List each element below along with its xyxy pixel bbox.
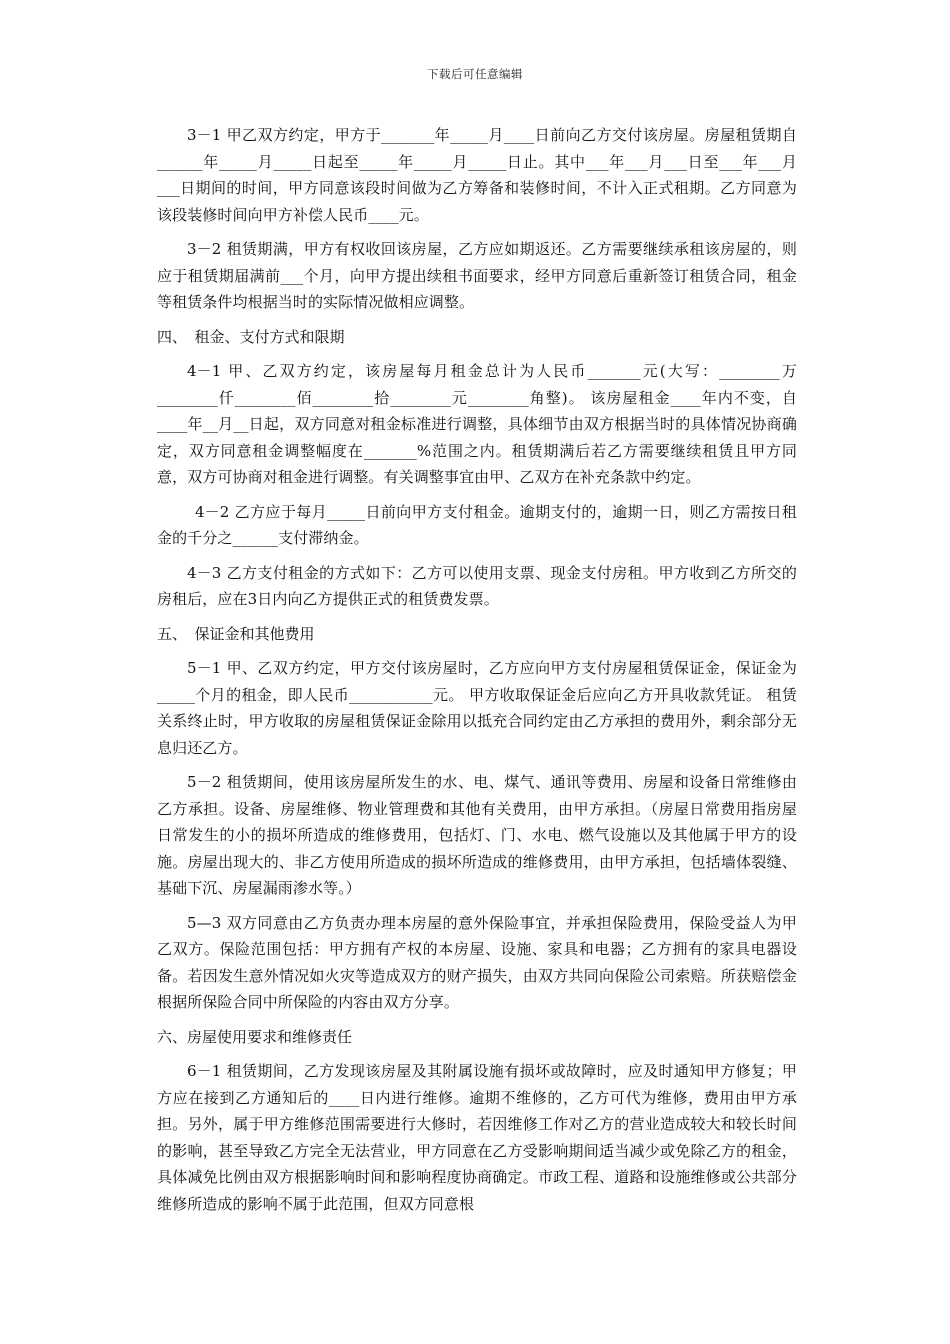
clause-3-2: 3－2 租赁期满，甲方有权收回该房屋，乙方应如期返还。乙方需要继续承租该房屋的，则应于租赁期届满前___个月，向甲方提出续租书面要求，经甲方同意后重新签订租赁合同，租金等租赁条件均根据当时的实际情况做相应调整。	[157, 240, 797, 311]
section-heading-6: 六、房屋使用要求和维修责任	[157, 1027, 353, 1046]
section-heading-4: 四、 租金、支付方式和限期	[157, 327, 345, 346]
clause-4-1: 4－1 甲、乙双方约定，该房屋每月租金总计为人民币_______元(大写：________万________仟________佰________拾________元________角整)。 该房屋租金____年内不变，自____年__月__日起，双方同意对租金标准进行调整，具体细节由双方根据当时的具体情况协商确定，双方同意租金调整幅度在_______%范围之内。租赁期满后若乙方需要继续租赁且甲方同意，双方可协商对租金进行调整。有关调整事宜由甲、乙双方在补充条款中约定。	[157, 362, 797, 486]
clause-5-2: 5－2 租赁期间，使用该房屋所发生的水、电、煤气、通讯等费用、房屋和设备日常维修由乙方承担。设备、房屋维修、物业管理费和其他有关费用，由甲方承担。（房屋日常费用指房屋日常发生的小的损坏所造成的维修费用，包括灯、门、水电、燃气设施以及其他属于甲方的设施。房屋出现大的、非乙方使用所造成的损坏所造成的维修费用，由甲方承担，包括墙体裂缝、基础下沉、房屋漏雨渗水等。）	[157, 773, 797, 897]
page-header: 下载后可任意编辑	[427, 67, 523, 81]
clause-6-1: 6－1 租赁期间，乙方发现该房屋及其附属设施有损坏或故障时，应及时通知甲方修复；甲方应在接到乙方通知后的____日内进行维修。逾期不维修的，乙方可代为维修，费用由甲方承担。另外，属于甲方维修范围需要进行大修时，若因维修工作对乙方的营业造成较大和较长时间的影响，甚至导致乙方完全无法营业，甲方同意在乙方受影响期间适当减少或免除乙方的租金，具体减免比例由双方根据影响时间和影响程度协商确定。市政工程、道路和设施维修或公共部分维修所造成的影响不属于此范围，但双方同意根	[157, 1062, 797, 1213]
clause-5-1: 5－1 甲、乙双方约定，甲方交付该房屋时，乙方应向甲方支付房屋租赁保证金，保证金为_____个月的租金，即人民币___________元。 甲方收取保证金后应向乙方开具收款凭证。 租赁关系终止时，甲方收取的房屋租赁保证金除用以抵充合同约定由乙方承担的费用外，剩余部分无息归还乙方。	[157, 659, 797, 757]
clause-3-1: 3－1 甲乙双方约定，甲方于_______年_____月____日前向乙方交付该房屋。房屋租赁期自______年_____月_____日起至_____年_____月_____日止。其中___年___月___日至___年___月___日期间的时间，甲方同意该段时间做为乙方筹备和装修时间，不计入正式租期。乙方同意为该段装修时间向甲方补偿人民币____元。	[157, 126, 797, 224]
section-heading-5: 五、 保证金和其他费用	[157, 624, 315, 643]
document-body	[157, 122, 797, 1225]
clause-5-3: 5—3 双方同意由乙方负责办理本房屋的意外保险事宜，并承担保险费用，保险受益人为甲乙双方。保险范围包括：甲方拥有产权的本房屋、设施、家具和电器；乙方拥有的家具电器设备。若因发生意外情况如火灾等造成双方的财产损失，由双方共同向保险公司索赔。所获赔偿金根据所保险合同中所保险的内容由双方分享。	[157, 913, 797, 1011]
clause-4-3: 4－3 乙方支付租金的方式如下：乙方可以使用支票、现金支付房租。甲方收到乙方所交的房租后，应在3日内向乙方提供正式的租赁费发票。	[157, 563, 797, 608]
clause-4-2: 4－2 乙方应于每月_____日前向甲方支付租金。逾期支付的，逾期一日，则乙方需按日租金的千分之______支付滞纳金。	[157, 502, 797, 547]
